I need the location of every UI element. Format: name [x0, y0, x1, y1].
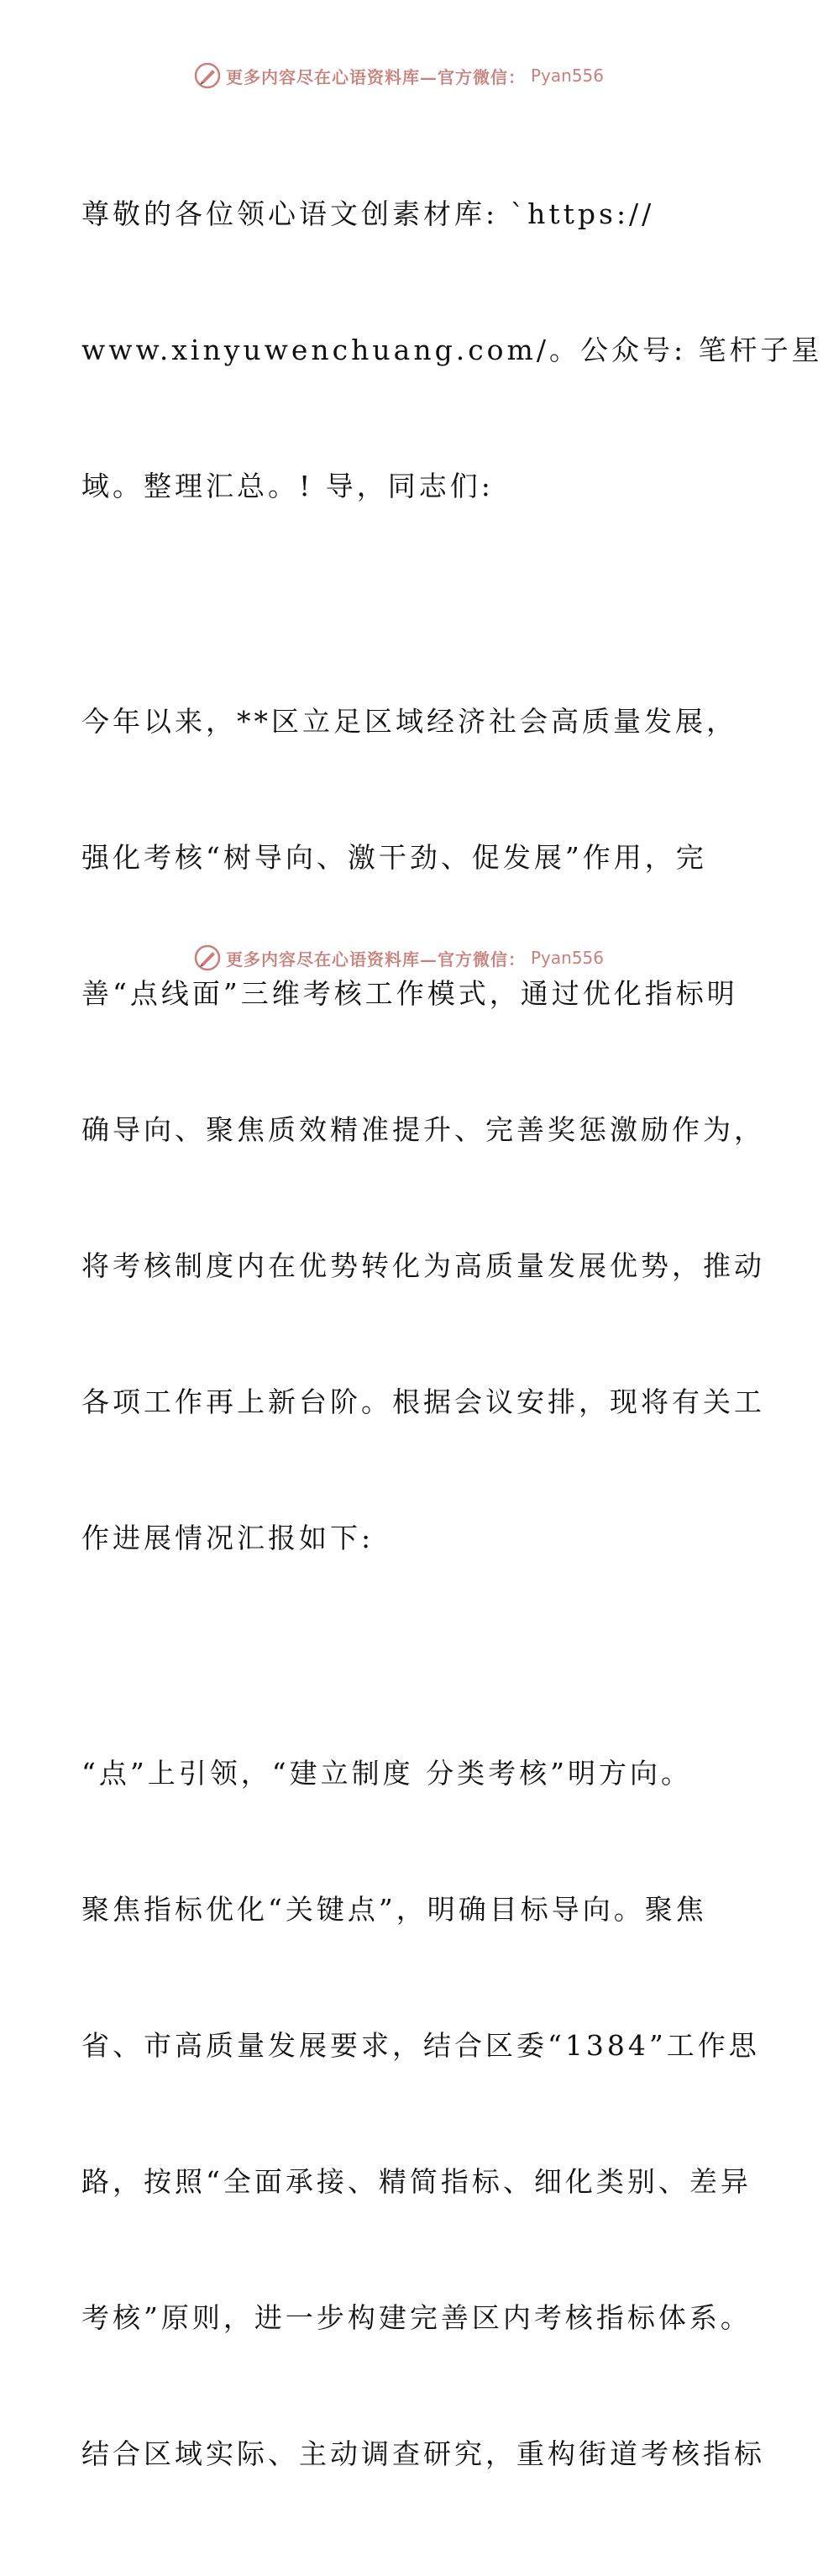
- text-line: 将考核制度内在优势转化为高质量发展优势，推动: [81, 1249, 765, 1282]
- text-line: 确导向、聚焦质效精准提升、完善奖惩激励作为，: [81, 1113, 765, 1146]
- paragraph-intro: [81, 608, 765, 1652]
- watermark-wechat-id: Pyan556: [530, 66, 604, 86]
- paragraph-greeting: [81, 101, 823, 600]
- text-line: 聚焦指标优化“关键点”，明确目标导向。聚焦: [81, 1893, 707, 1926]
- document-body: [81, 101, 823, 2576]
- watermark-banner-bottom: [0, 941, 798, 975]
- text-line: 结合区域实际、主动调查研究，重构街道考核指标: [81, 2437, 765, 2470]
- text-line: 今年以来，**区立足区域经济社会高质量发展，: [81, 705, 737, 738]
- text-line: 域。整理汇总。! 导，同志们:: [81, 470, 494, 502]
- text-line: www.xinyuwenchuang.com/。公众号: 笔杆子星: [81, 334, 823, 366]
- text-line: 强化考核“树导向、激干劲、促发展”作用，完: [81, 841, 707, 874]
- pen-logo-icon: [194, 62, 221, 89]
- watermark-text: 更多内容尽在心语资料库—官方微信：: [225, 949, 526, 970]
- watermark-wechat-id: Pyan556: [530, 948, 604, 968]
- text-line: 善“点线面”三维考核工作模式，通过优化指标明: [81, 977, 738, 1010]
- text-line: 考核”原则，进一步构建完善区内考核指标体系。: [81, 2301, 752, 2334]
- paragraph-section-point: [81, 1660, 765, 2568]
- watermark-text: 更多内容尽在心语资料库—官方微信：: [225, 66, 526, 87]
- watermark-banner-top: [0, 59, 798, 92]
- text-line: 各项工作再上新台阶。根据会议安排，现将有关工: [81, 1385, 765, 1418]
- text-line: 作进展情况汇报如下:: [81, 1522, 375, 1554]
- text-line: “点”上引领，“建立制度 分类考核”明方向。: [81, 1757, 692, 1790]
- text-line: 路，按照“全面承接、精简指标、细化类别、差异: [81, 2165, 752, 2198]
- text-line: 尊敬的各位领心语文创素材库: `https://: [81, 197, 655, 230]
- text-line: 省、市高质量发展要求，结合区委“1384”工作思: [81, 2029, 760, 2062]
- pen-logo-icon: [194, 944, 221, 971]
